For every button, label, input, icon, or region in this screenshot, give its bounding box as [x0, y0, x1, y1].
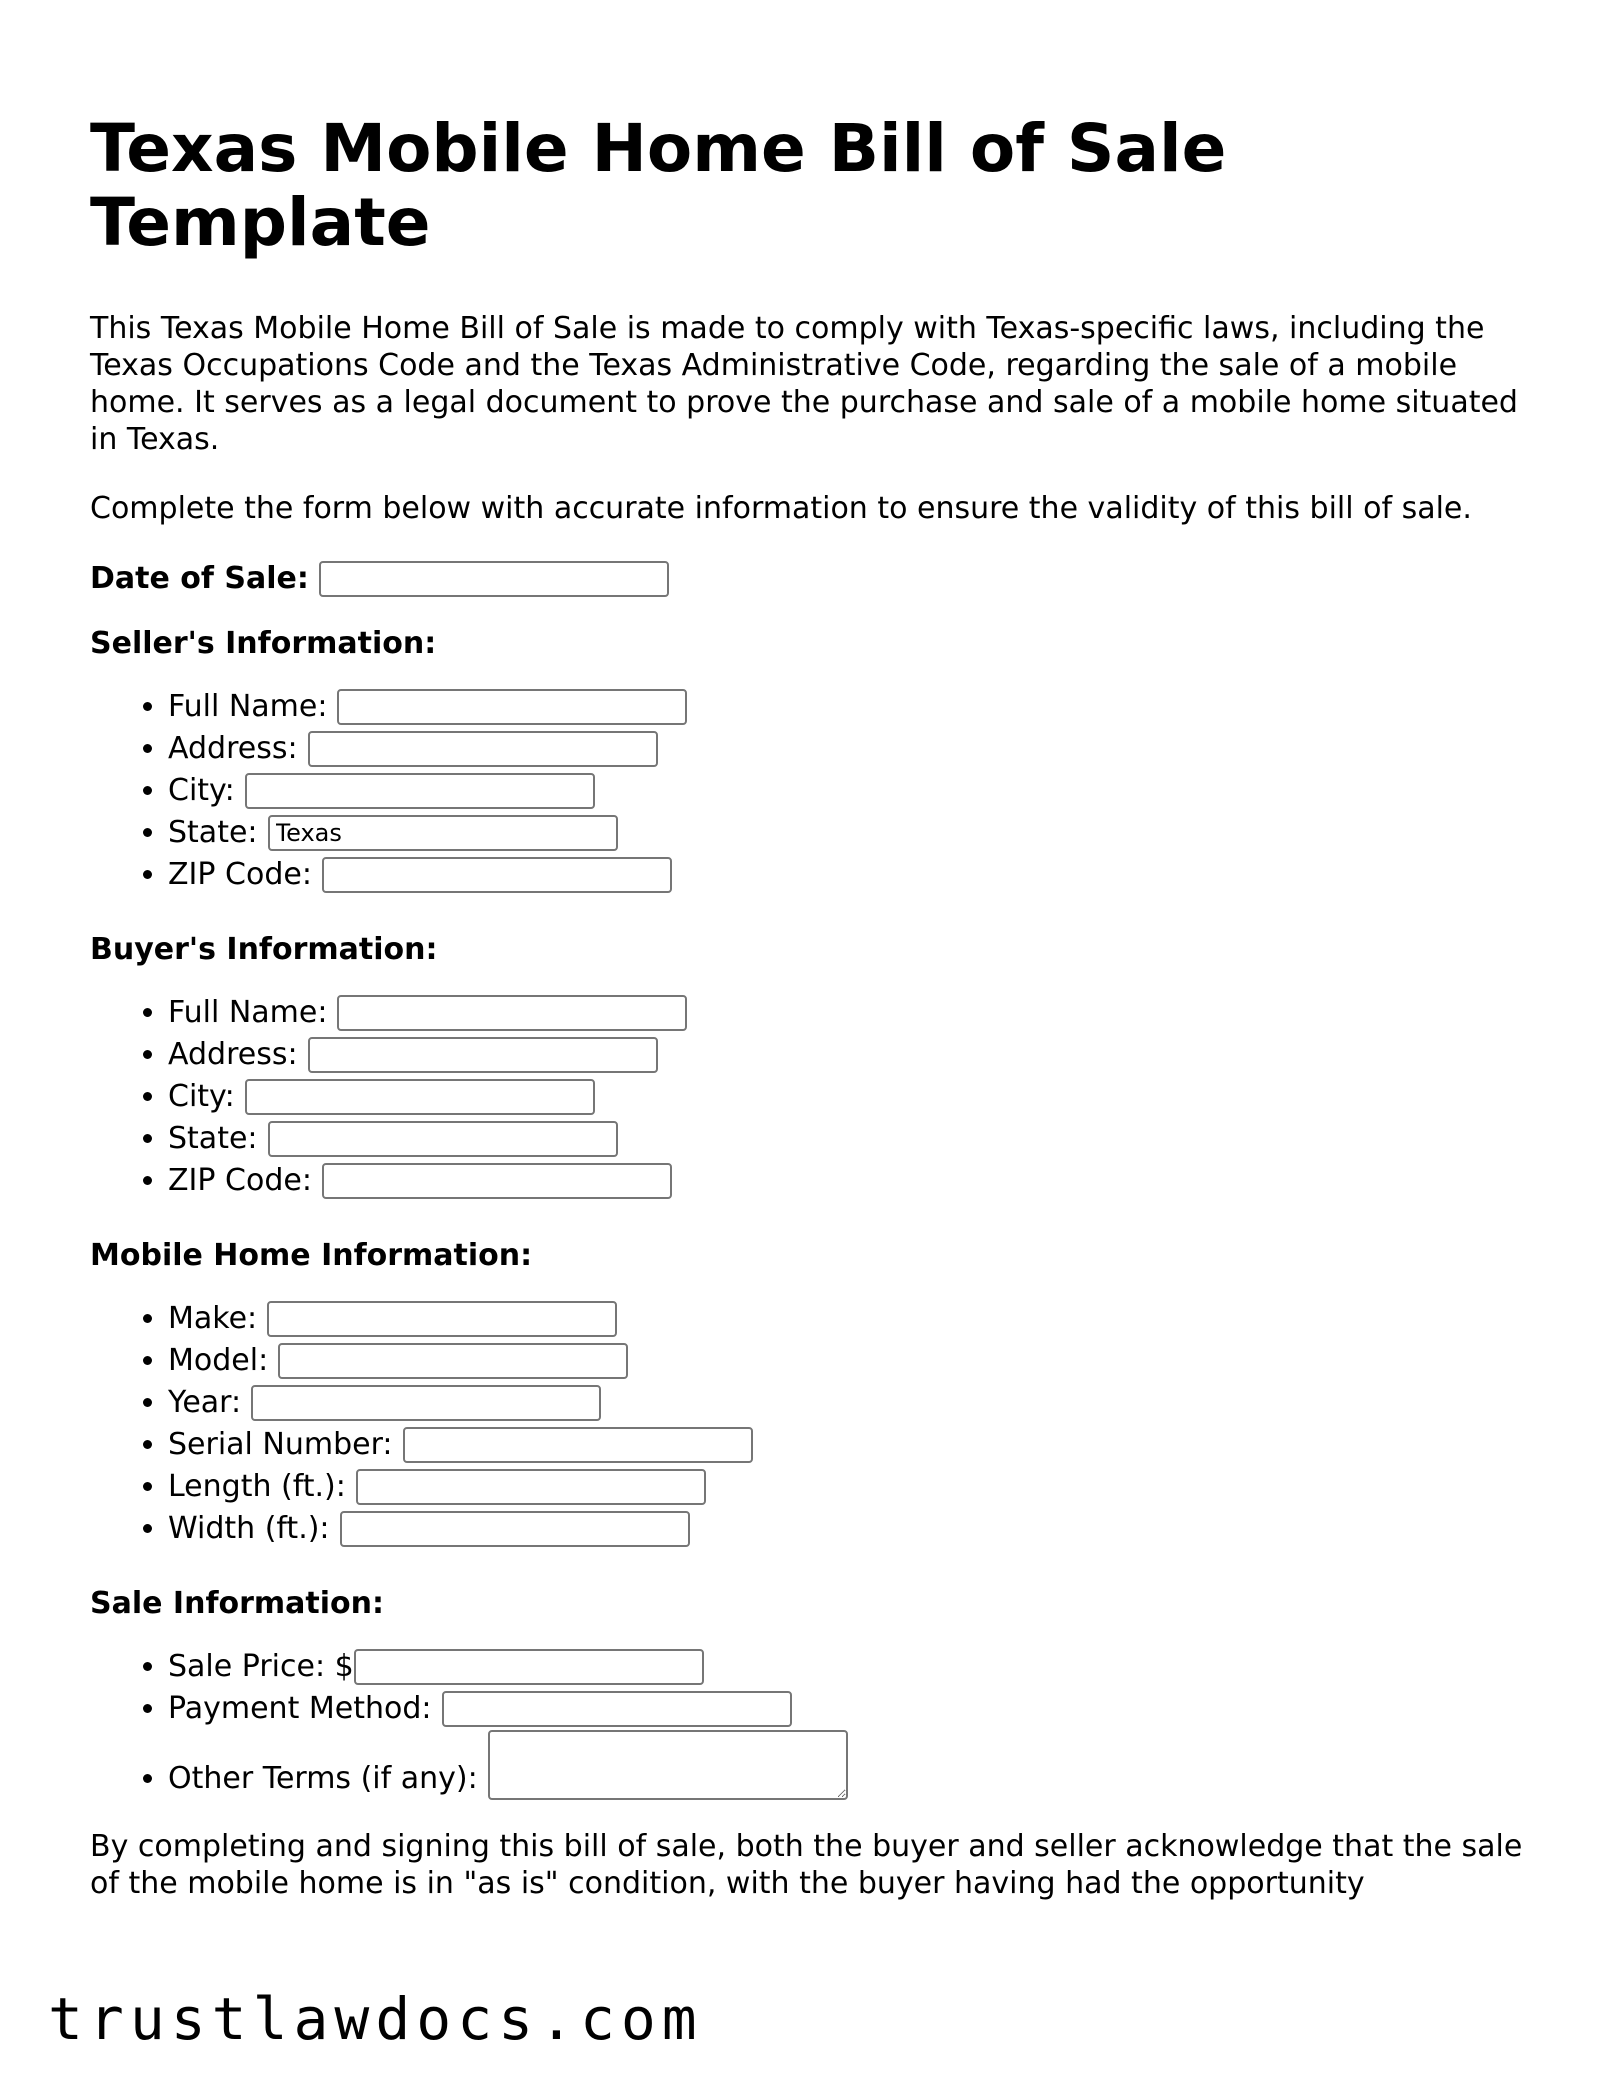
- seller-full-name-input[interactable]: [337, 689, 687, 725]
- list-item: [168, 1646, 1540, 1688]
- closing-paragraph: By completing and signing this bill of sale, both the buyer and seller acknowledge that the sale of the mobile home is in "as is" condition, with the buyer having had the opportunity: [90, 1829, 1523, 1901]
- width-input[interactable]: [340, 1511, 690, 1547]
- buyer-address-label: • Address:: [168, 1037, 298, 1072]
- site-watermark: trustlawdocs.com: [48, 1985, 703, 2053]
- list-item: [168, 1688, 1540, 1730]
- seller-city-label: • City:: [168, 773, 235, 808]
- list-item: [168, 1298, 1540, 1340]
- year-label: • Year:: [168, 1385, 242, 1420]
- sale-heading: Sale Information:: [90, 1586, 384, 1621]
- payment-method-input[interactable]: [442, 1691, 792, 1727]
- buyer-full-name-input[interactable]: [337, 995, 687, 1031]
- other-terms-label: • Other Terms (if any):: [168, 1761, 478, 1796]
- sale-price-label: • Sale Price: $: [168, 1649, 354, 1684]
- list-item: [168, 1340, 1540, 1382]
- list-item: [168, 1160, 1540, 1202]
- seller-address-input[interactable]: [308, 731, 658, 767]
- length-label: • Length (ft.):: [168, 1469, 346, 1504]
- date-of-sale-label: Date of Sale:: [90, 561, 309, 596]
- buyer-full-name-label: • Full Name:: [168, 995, 328, 1030]
- serial-number-label: • Serial Number:: [168, 1427, 393, 1462]
- seller-heading: Seller's Information:: [90, 626, 437, 661]
- list-item: [168, 1034, 1540, 1076]
- list-item: [168, 728, 1540, 770]
- page-title: Texas Mobile Home Bill of Sale Template: [90, 110, 1227, 261]
- seller-city-input[interactable]: [245, 773, 595, 809]
- buyer-city-input[interactable]: [245, 1079, 595, 1115]
- buyer-list: [90, 992, 1540, 1202]
- document-page: [90, 112, 1540, 1934]
- list-item: [168, 1508, 1540, 1550]
- buyer-state-label: • State:: [168, 1121, 258, 1156]
- list-item: [168, 1424, 1540, 1466]
- seller-zip-input[interactable]: [322, 857, 672, 893]
- list-item: [168, 1730, 1540, 1800]
- list-item: [168, 1382, 1540, 1424]
- model-input[interactable]: [278, 1343, 628, 1379]
- seller-list: [90, 686, 1540, 896]
- list-item: [168, 1076, 1540, 1118]
- make-input[interactable]: [267, 1301, 617, 1337]
- list-item: [168, 1118, 1540, 1160]
- buyer-zip-label: • ZIP Code:: [168, 1163, 312, 1198]
- list-item: [168, 854, 1540, 896]
- payment-method-label: • Payment Method:: [168, 1691, 432, 1726]
- seller-state-input[interactable]: [268, 815, 618, 851]
- buyer-heading: Buyer's Information:: [90, 932, 438, 967]
- list-item: [168, 812, 1540, 854]
- serial-number-input[interactable]: [403, 1427, 753, 1463]
- other-terms-textarea[interactable]: [488, 1730, 848, 1800]
- seller-address-label: • Address:: [168, 731, 298, 766]
- list-item: [168, 686, 1540, 728]
- intro-paragraph: This Texas Mobile Home Bill of Sale is made to comply with Texas-specific laws, including the Texas Occupations Code and the Texas Administrative Code, regarding the sale of a mobile home. It serves as a legal document to prove the purchase and sale of a mobile home situated in Texas.: [90, 311, 1518, 457]
- list-item: [168, 1466, 1540, 1508]
- seller-full-name-label: • Full Name:: [168, 689, 328, 724]
- width-label: • Width (ft.):: [168, 1511, 330, 1546]
- list-item: [168, 770, 1540, 812]
- length-input[interactable]: [356, 1469, 706, 1505]
- seller-zip-label: • ZIP Code:: [168, 857, 312, 892]
- date-of-sale-row: [90, 559, 1540, 599]
- list-item: [168, 992, 1540, 1034]
- sale-list: [90, 1646, 1540, 1800]
- sale-price-input[interactable]: [354, 1649, 704, 1685]
- buyer-state-input[interactable]: [268, 1121, 618, 1157]
- instructions-paragraph: Complete the form below with accurate information to ensure the validity of this bill of sale.: [90, 491, 1472, 526]
- buyer-city-label: • City:: [168, 1079, 235, 1114]
- mobile-home-heading: Mobile Home Information:: [90, 1238, 533, 1273]
- make-label: • Make:: [168, 1301, 258, 1336]
- seller-state-label: • State:: [168, 815, 258, 850]
- model-label: • Model:: [168, 1343, 269, 1378]
- year-input[interactable]: [251, 1385, 601, 1421]
- date-of-sale-input[interactable]: [319, 561, 669, 597]
- mobile-home-list: [90, 1298, 1540, 1550]
- buyer-address-input[interactable]: [308, 1037, 658, 1073]
- buyer-zip-input[interactable]: [322, 1163, 672, 1199]
